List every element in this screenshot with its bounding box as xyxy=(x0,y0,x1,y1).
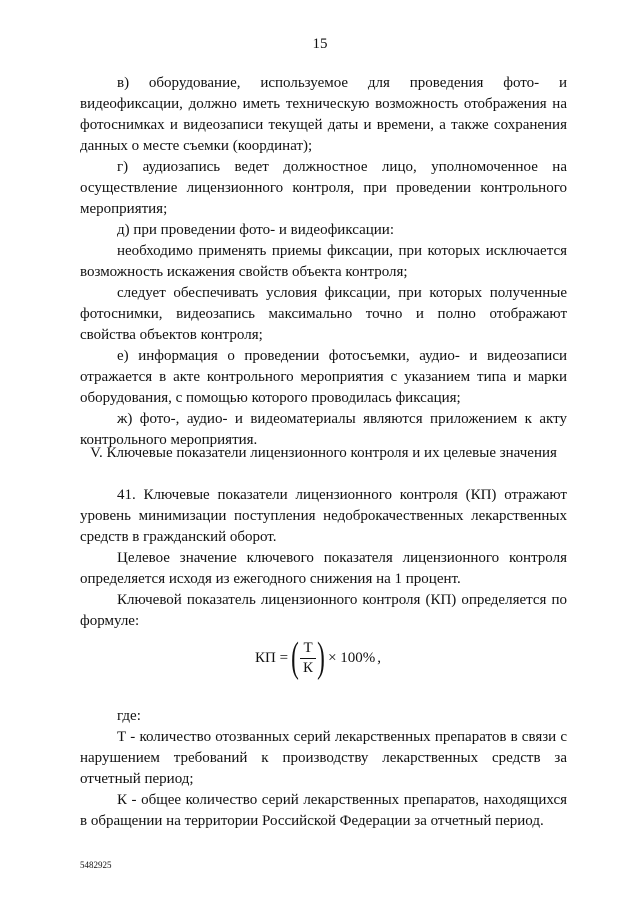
formula-numerator: Т xyxy=(300,639,315,659)
formula-fraction xyxy=(300,639,316,678)
where-label: где: xyxy=(117,708,141,724)
list-item-e: е) информация о проведении фотосъемки, аудио- и видеозаписи отражается в акте контрольного мероприятия с указанием типа и марки оборудования, с помощью которого проводилась фиксация; xyxy=(80,348,567,406)
list-subitem-conditions: следует обеспечивать условия фиксации, при которых полученные фотоснимки, видеозапись максимально точно и полно отображают свойства объектов контроля; xyxy=(80,285,567,343)
equipment-requirements-list xyxy=(80,73,567,451)
right-paren-glyph: ) xyxy=(317,635,325,681)
target-value-paragraph: Целевое значение ключевого показателя лицензионного контроля определяется исходя из ежегодного снижения на 1 процент. xyxy=(80,550,567,587)
list-item-zh: ж) фото-, аудио- и видеоматериалы являются приложением к акту контрольного мероприятия. xyxy=(80,411,567,448)
list-item-d: д) при проведении фото- и видеофиксации: xyxy=(117,222,394,238)
formula-definitions xyxy=(80,706,567,832)
formula-trailing-comma: , xyxy=(377,649,382,666)
kp-formula xyxy=(255,636,381,680)
left-paren-glyph: ( xyxy=(291,635,299,681)
list-item-v: в) оборудование, используемое для проведения фото- и видеофиксации, должно иметь техническую возможность отображения на фотоснимках и видеозаписи текущей даты и времени, а также сохранения данных о месте съемки (координат); xyxy=(80,75,567,154)
formula-denominator: К xyxy=(303,659,314,676)
formula-intro-paragraph: Ключевой показатель лицензионного контроля (КП) определяется по формуле: xyxy=(80,592,567,629)
definition-t: Т - количество отозванных серий лекарственных препаратов в связи с нарушением требований к производству лекарственных средств за отчетный период; xyxy=(80,729,567,787)
page-number: 15 xyxy=(312,36,328,52)
formula-lhs: КП = xyxy=(255,649,289,666)
document-id: 5482925 xyxy=(80,860,112,870)
paragraph-41: 41. Ключевые показатели лицензионного контроля (КП) отражают уровень минимизации поступления недоброкачественных лекарственных средств в гражданский оборот. xyxy=(80,487,567,545)
list-subitem-techniques: необходимо применять приемы фиксации, при которых исключается возможность искажения свойств объекта контроля; xyxy=(80,243,567,280)
formula-rhs: × 100% xyxy=(328,649,376,666)
list-item-g: г) аудиозапись ведет должностное лицо, уполномоченное на осуществление лицензионного контроля, при проведении контрольного мероприятия; xyxy=(80,159,567,217)
definition-k: К - общее количество серий лекарственных препаратов, находящихся в обращении на территории Российской Федерации за отчетный период. xyxy=(80,792,567,829)
key-indicators-section xyxy=(80,485,567,632)
section-heading: V. Ключевые показатели лицензионного контроля и их целевые значения xyxy=(90,445,557,461)
